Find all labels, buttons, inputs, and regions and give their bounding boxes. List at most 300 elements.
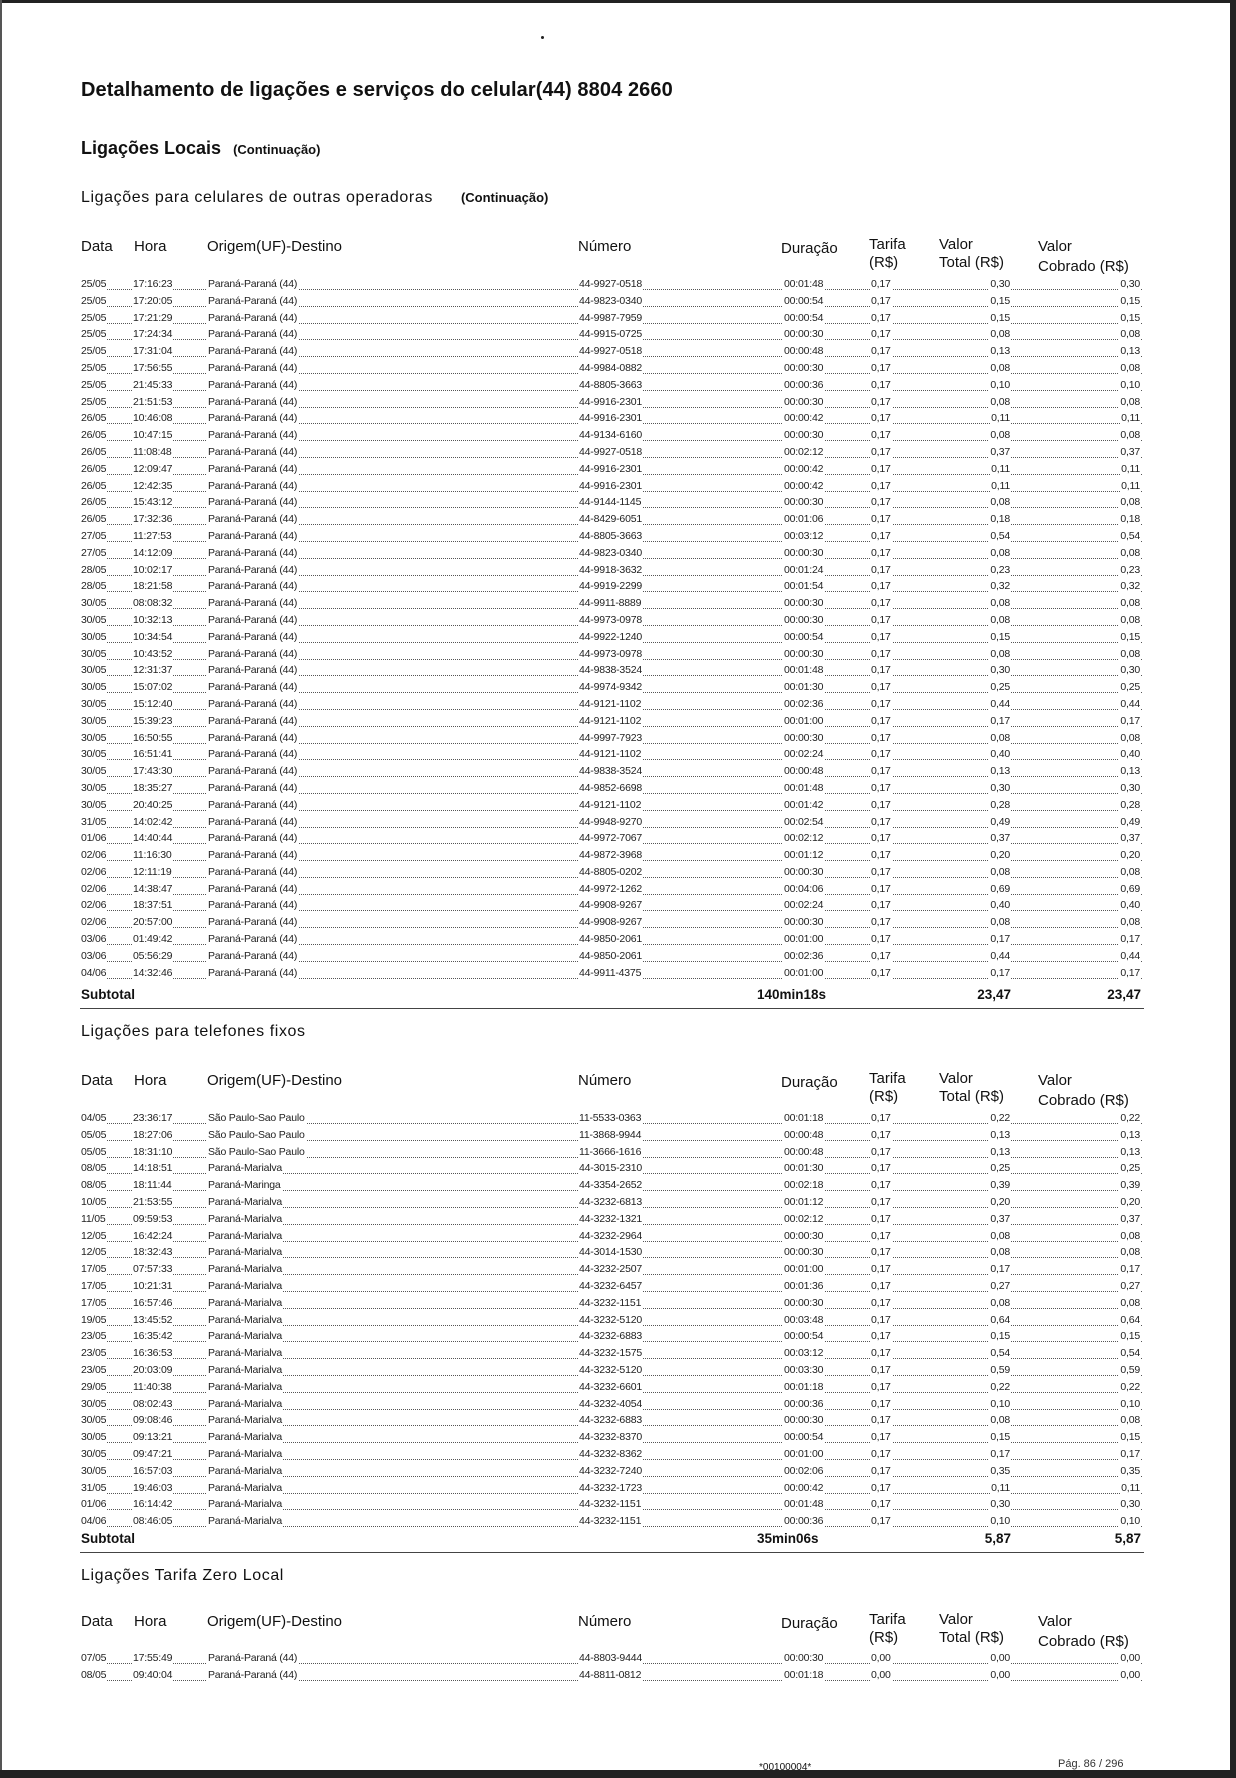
- col-header-tarifa: Tarifa: [869, 1070, 906, 1087]
- cell-numero: 44-3232-1151: [578, 1295, 642, 1312]
- cell-numero: 44-8805-3663: [578, 377, 643, 394]
- cell-valor-cobrado: 0,08: [1119, 1244, 1141, 1261]
- cell-numero: 44-3015-2310: [578, 1160, 643, 1177]
- cell-tarifa: 0,17: [870, 1379, 892, 1396]
- table-3-rows: [0, 1650, 1236, 1684]
- cell-tarifa: 0,17: [870, 1177, 892, 1194]
- cell-valor-total: 0,25: [989, 679, 1011, 696]
- cell-origem: Paraná-Marialva: [207, 1160, 283, 1177]
- table-row: [0, 1379, 1236, 1396]
- cell-valor-total: 0,15: [989, 1328, 1011, 1345]
- table-row: [0, 814, 1236, 831]
- cell-data: 28/05: [80, 562, 107, 579]
- cell-tarifa: 0,17: [870, 343, 892, 360]
- table-row: [0, 763, 1236, 780]
- cell-hora: 16:14:42: [132, 1496, 173, 1513]
- col-header-origem: Origem(UF)-Destino: [207, 238, 343, 255]
- cell-valor-cobrado: 0,08: [1119, 1412, 1141, 1429]
- cell-hora: 09:59:53: [132, 1211, 173, 1228]
- cell-numero: 44-9121-1102: [578, 696, 642, 713]
- cell-hora: 16:36:53: [132, 1345, 173, 1362]
- cell-numero: 44-9927-0518: [578, 276, 643, 293]
- cell-origem: Paraná-Paraná (44): [207, 293, 298, 310]
- cell-valor-cobrado: 0,15: [1119, 1328, 1141, 1345]
- cell-origem: Paraná-Marialva: [207, 1312, 283, 1329]
- cell-valor-total: 0,08: [989, 545, 1011, 562]
- cell-duracao: 00:00:36: [783, 1513, 824, 1530]
- cell-duracao: 00:01:12: [783, 1194, 824, 1211]
- cell-numero: 44-9919-2299: [578, 578, 643, 595]
- cell-tarifa: 0,00: [870, 1650, 892, 1667]
- cell-valor-cobrado: 0,30: [1119, 1496, 1141, 1513]
- cell-origem: Paraná-Marialva: [207, 1480, 283, 1497]
- cell-valor-total: 0,08: [989, 1412, 1011, 1429]
- cell-duracao: 00:02:24: [783, 897, 824, 914]
- cell-valor-total: 0,11: [990, 1480, 1011, 1497]
- cell-duracao: 00:01:48: [783, 780, 824, 797]
- cell-numero: 44-9908-9267: [578, 897, 643, 914]
- cell-duracao: 00:02:18: [783, 1177, 824, 1194]
- cell-tarifa: 0,17: [870, 662, 892, 679]
- table-row: [0, 1244, 1236, 1261]
- cell-data: 30/05: [80, 595, 107, 612]
- cell-duracao: 00:00:30: [783, 494, 824, 511]
- cell-duracao: 00:00:54: [783, 310, 824, 327]
- table-row: [0, 965, 1236, 982]
- cell-numero: 44-3232-7240: [578, 1463, 643, 1480]
- cell-valor-total: 0,30: [989, 662, 1011, 679]
- table-row: [0, 1480, 1236, 1497]
- table-row: [0, 1278, 1236, 1295]
- cell-numero: 44-9134-6160: [578, 427, 643, 444]
- table-row: [0, 326, 1236, 343]
- cell-duracao: 00:00:30: [783, 545, 824, 562]
- cell-duracao: 00:00:48: [783, 1144, 824, 1161]
- cell-valor-total: 0,11: [990, 461, 1011, 478]
- table-row: [0, 847, 1236, 864]
- cell-duracao: 00:00:36: [783, 1396, 824, 1413]
- cell-numero: 44-8803-9444: [578, 1650, 643, 1667]
- cell-origem: Paraná-Paraná (44): [207, 662, 298, 679]
- table-row: [0, 713, 1236, 730]
- table-row: [0, 1110, 1236, 1127]
- table-row: [0, 343, 1236, 360]
- cell-duracao: 00:01:00: [783, 1261, 824, 1278]
- cell-tarifa: 0,17: [870, 293, 892, 310]
- table-row: [0, 881, 1236, 898]
- table-row: [0, 1194, 1236, 1211]
- col-header-valor-total: Valor: [939, 1070, 973, 1087]
- cell-origem: Paraná-Paraná (44): [207, 629, 298, 646]
- table-1-title-text: Ligações para celulares de outras operadoras: [81, 189, 433, 206]
- col-header-hora: Hora: [134, 238, 167, 255]
- cell-numero: 44-9850-2061: [578, 948, 643, 965]
- table-row: [0, 1328, 1236, 1345]
- cell-duracao: 00:01:30: [783, 679, 824, 696]
- cell-origem: Paraná-Paraná (44): [207, 965, 298, 982]
- scan-border-top: [0, 0, 1236, 3]
- cell-valor-total: 0,27: [989, 1278, 1011, 1295]
- cell-valor-total: 0,13: [989, 763, 1011, 780]
- cell-duracao: 00:02:24: [783, 746, 824, 763]
- cell-origem: Paraná-Paraná (44): [207, 780, 298, 797]
- cell-duracao: 00:01:18: [783, 1110, 824, 1127]
- table-row: [0, 797, 1236, 814]
- table-row: [0, 646, 1236, 663]
- col-header-duracao: Duração: [781, 1074, 838, 1091]
- cell-hora: 20:40:25: [132, 797, 173, 814]
- cell-data: 28/05: [80, 578, 107, 595]
- cell-valor-cobrado: 0,08: [1119, 1295, 1141, 1312]
- table-row: [0, 1463, 1236, 1480]
- cell-numero: 44-9823-0340: [578, 545, 643, 562]
- cell-tarifa: 0,17: [870, 948, 892, 965]
- cell-numero: 44-8805-0202: [578, 864, 643, 881]
- cell-tarifa: 0,17: [870, 1160, 892, 1177]
- table-row: [0, 444, 1236, 461]
- cell-tarifa: 0,17: [870, 360, 892, 377]
- cell-numero: 44-3232-2507: [578, 1261, 643, 1278]
- table-row: [0, 545, 1236, 562]
- cell-hora: 10:34:54: [132, 629, 173, 646]
- cell-tarifa: 0,17: [870, 276, 892, 293]
- cell-numero: 44-9852-6698: [578, 780, 643, 797]
- cell-hora: 15:43:12: [132, 494, 173, 511]
- cell-data: 26/05: [80, 427, 107, 444]
- cell-numero: 44-3232-1151: [578, 1496, 642, 1513]
- table-row: [0, 1412, 1236, 1429]
- cell-origem: Paraná-Paraná (44): [207, 612, 298, 629]
- cell-data: 27/05: [80, 528, 107, 545]
- cell-valor-cobrado: 0,08: [1119, 914, 1141, 931]
- cell-hora: 16:35:42: [132, 1328, 173, 1345]
- subtotal-valor-cobrado: 23,47: [1107, 987, 1141, 1002]
- cell-valor-cobrado: 0,54: [1119, 528, 1141, 545]
- cell-valor-total: 0,13: [989, 1127, 1011, 1144]
- cell-numero: 44-3232-6883: [578, 1412, 643, 1429]
- cell-data: 17/05: [80, 1261, 107, 1278]
- cell-hora: 09:40:04: [132, 1667, 173, 1684]
- cell-valor-total: 0,08: [989, 612, 1011, 629]
- cell-origem: Paraná-Marialva: [207, 1429, 283, 1446]
- cell-valor-cobrado: 0,49: [1119, 814, 1141, 831]
- cell-hora: 17:55:49: [132, 1650, 173, 1667]
- cell-numero: 44-9823-0340: [578, 293, 643, 310]
- cell-origem: Paraná-Paraná (44): [207, 578, 298, 595]
- cell-valor-total: 0,00: [989, 1667, 1011, 1684]
- col-header-valor-total: Valor: [939, 1611, 973, 1628]
- table-row: [0, 1127, 1236, 1144]
- cell-valor-cobrado: 0,13: [1119, 763, 1141, 780]
- table-row: [0, 1228, 1236, 1245]
- cell-origem: Paraná-Paraná (44): [207, 814, 298, 831]
- cell-numero: 11-3868-9944: [578, 1127, 642, 1144]
- cell-data: 25/05: [80, 276, 107, 293]
- cell-hora: 08:46:05: [132, 1513, 173, 1530]
- col-header-origem: Origem(UF)-Destino: [207, 1613, 343, 1630]
- cell-origem: Paraná-Paraná (44): [207, 897, 298, 914]
- cell-valor-cobrado: 0,40: [1119, 746, 1141, 763]
- cell-duracao: 00:03:30: [783, 1362, 824, 1379]
- cell-valor-total: 0,08: [989, 730, 1011, 747]
- cell-data: 12/05: [80, 1228, 107, 1245]
- cell-duracao: 00:00:54: [783, 293, 824, 310]
- cell-numero: 44-9850-2061: [578, 931, 643, 948]
- cell-hora: 18:31:10: [132, 1144, 173, 1161]
- cell-origem: Paraná-Paraná (44): [207, 864, 298, 881]
- table-2-header: [0, 1070, 1236, 1114]
- cell-valor-total: 0,08: [989, 494, 1011, 511]
- cell-duracao: 00:00:30: [783, 730, 824, 747]
- cell-origem: Paraná-Maringa: [207, 1177, 282, 1194]
- col-header-tarifa-unit: (R$): [869, 1088, 899, 1105]
- cell-duracao: 00:00:36: [783, 377, 824, 394]
- table-row: [0, 1667, 1236, 1684]
- cell-origem: Paraná-Paraná (44): [207, 528, 298, 545]
- cell-data: 30/05: [80, 763, 107, 780]
- cell-hora: 14:18:51: [132, 1160, 173, 1177]
- cell-valor-total: 0,10: [989, 1396, 1011, 1413]
- cell-tarifa: 0,17: [870, 394, 892, 411]
- cell-duracao: 00:01:54: [783, 578, 824, 595]
- cell-valor-cobrado: 0,08: [1119, 494, 1141, 511]
- cell-duracao: 00:01:12: [783, 847, 824, 864]
- table-1-header: [0, 236, 1236, 280]
- cell-origem: Paraná-Paraná (44): [207, 494, 298, 511]
- cell-hora: 17:43:30: [132, 763, 173, 780]
- cell-valor-total: 0,54: [989, 1345, 1011, 1362]
- cell-valor-cobrado: 0,54: [1119, 1345, 1141, 1362]
- col-header-tarifa-unit: (R$): [869, 1629, 899, 1646]
- cell-data: 10/05: [80, 1194, 107, 1211]
- cell-valor-cobrado: 0,08: [1119, 360, 1141, 377]
- cell-origem: Paraná-Paraná (44): [207, 377, 298, 394]
- cell-duracao: 00:01:48: [783, 1496, 824, 1513]
- col-header-tarifa-unit: (R$): [869, 254, 899, 271]
- cell-data: 04/06: [80, 1513, 107, 1530]
- cell-valor-cobrado: 0,28: [1119, 797, 1141, 814]
- cell-valor-cobrado: 0,18: [1119, 511, 1141, 528]
- cell-duracao: 00:00:48: [783, 343, 824, 360]
- cell-tarifa: 0,17: [870, 881, 892, 898]
- cell-hora: 07:57:33: [132, 1261, 173, 1278]
- cell-valor-total: 0,30: [989, 780, 1011, 797]
- cell-hora: 09:13:21: [132, 1429, 173, 1446]
- cell-data: 05/05: [80, 1127, 107, 1144]
- cell-hora: 12:11:19: [132, 864, 173, 881]
- cell-data: 30/05: [80, 730, 107, 747]
- cell-tarifa: 0,17: [870, 965, 892, 982]
- cell-tarifa: 0,17: [870, 713, 892, 730]
- cell-duracao: 00:02:54: [783, 814, 824, 831]
- cell-origem: Paraná-Paraná (44): [207, 326, 298, 343]
- cell-data: 04/05: [80, 1110, 107, 1127]
- cell-valor-total: 0,10: [989, 377, 1011, 394]
- cell-valor-cobrado: 0,00: [1119, 1667, 1141, 1684]
- cell-duracao: 00:00:30: [783, 1650, 824, 1667]
- section-title: [81, 138, 320, 159]
- cell-hora: 20:57:00: [132, 914, 173, 931]
- cell-origem: Paraná-Marialva: [207, 1362, 283, 1379]
- cell-origem: Paraná-Paraná (44): [207, 595, 298, 612]
- cell-tarifa: 0,17: [870, 1228, 892, 1245]
- cell-data: 30/05: [80, 1396, 107, 1413]
- cell-numero: 11-3666-1616: [578, 1144, 642, 1161]
- cell-data: 05/05: [80, 1144, 107, 1161]
- table-row: [0, 1496, 1236, 1513]
- cell-tarifa: 0,17: [870, 427, 892, 444]
- cell-valor-cobrado: 0,25: [1119, 1160, 1141, 1177]
- cell-hora: 10:43:52: [132, 646, 173, 663]
- cell-hora: 18:21:58: [132, 578, 173, 595]
- col-header-valor-total-2: Total (R$): [939, 254, 1005, 271]
- cell-duracao: 00:00:54: [783, 1429, 824, 1446]
- cell-tarifa: 0,17: [870, 562, 892, 579]
- cell-valor-total: 0,40: [989, 897, 1011, 914]
- cell-duracao: 00:02:06: [783, 1463, 824, 1480]
- cell-tarifa: 0,17: [870, 1144, 892, 1161]
- cell-numero: 44-3354-2652: [578, 1177, 643, 1194]
- table-2-subtotal: [0, 1531, 1236, 1551]
- cell-data: 25/05: [80, 360, 107, 377]
- cell-data: 30/05: [80, 662, 107, 679]
- cell-data: 30/05: [80, 679, 107, 696]
- cell-tarifa: 0,17: [870, 1480, 892, 1497]
- cell-valor-cobrado: 0,15: [1119, 629, 1141, 646]
- cell-data: 30/05: [80, 1429, 107, 1446]
- cell-valor-total: 0,08: [989, 360, 1011, 377]
- cell-valor-total: 0,15: [989, 310, 1011, 327]
- col-header-numero: Número: [578, 238, 632, 255]
- cell-tarifa: 0,17: [870, 1194, 892, 1211]
- table-row: [0, 746, 1236, 763]
- cell-hora: 15:12:40: [132, 696, 173, 713]
- cell-origem: Paraná-Paraná (44): [207, 394, 298, 411]
- table-row: [0, 494, 1236, 511]
- cell-valor-cobrado: 0,37: [1119, 444, 1141, 461]
- cell-valor-total: 0,17: [989, 931, 1011, 948]
- cell-data: 07/05: [80, 1650, 107, 1667]
- table-row: [0, 1160, 1236, 1177]
- cell-numero: 44-3232-6883: [578, 1328, 643, 1345]
- cell-data: 12/05: [80, 1244, 107, 1261]
- cell-origem: Paraná-Paraná (44): [207, 914, 298, 931]
- cell-hora: 15:07:02: [132, 679, 173, 696]
- cell-hora: 01:49:42: [132, 931, 173, 948]
- col-header-valor-total-2: Total (R$): [939, 1629, 1005, 1646]
- cell-duracao: 00:00:30: [783, 914, 824, 931]
- cell-numero: 44-3232-1723: [578, 1480, 643, 1497]
- cell-numero: 44-9911-4375: [578, 965, 642, 982]
- cell-valor-cobrado: 0,59: [1119, 1362, 1141, 1379]
- cell-duracao: 00:01:18: [783, 1379, 824, 1396]
- cell-valor-cobrado: 0,11: [1120, 1480, 1141, 1497]
- subtotal-duracao: 140min18s: [757, 987, 827, 1002]
- cell-numero: 44-9838-3524: [578, 763, 643, 780]
- cell-hora: 17:21:29: [132, 310, 173, 327]
- cell-tarifa: 0,17: [870, 814, 892, 831]
- cell-duracao: 00:00:30: [783, 1228, 824, 1245]
- col-header-hora: Hora: [134, 1613, 167, 1630]
- cell-duracao: 00:00:42: [783, 1480, 824, 1497]
- cell-data: 30/05: [80, 1463, 107, 1480]
- cell-origem: São Paulo-Sao Paulo: [207, 1110, 306, 1127]
- cell-duracao: 00:01:30: [783, 1160, 824, 1177]
- cell-duracao: 00:00:30: [783, 394, 824, 411]
- col-header-valor-cobrado: Valor: [1038, 238, 1072, 255]
- cell-tarifa: 0,17: [870, 646, 892, 663]
- cell-valor-cobrado: 0,35: [1119, 1463, 1141, 1480]
- cell-numero: 44-9916-2301: [578, 394, 643, 411]
- table-row: [0, 377, 1236, 394]
- cell-valor-cobrado: 0,44: [1119, 696, 1141, 713]
- col-header-valor-cobrado: Valor: [1038, 1072, 1072, 1089]
- cell-duracao: 00:00:42: [783, 461, 824, 478]
- cell-hora: 12:31:37: [132, 662, 173, 679]
- cell-origem: Paraná-Marialva: [207, 1513, 283, 1530]
- table-1-subtotal-rule: [80, 1008, 1144, 1009]
- table-row: [0, 629, 1236, 646]
- cell-valor-cobrado: 0,13: [1119, 1144, 1141, 1161]
- cell-valor-total: 0,37: [989, 830, 1011, 847]
- footer-barcode-text: *00100004*: [759, 1762, 812, 1773]
- cell-valor-total: 0,18: [989, 511, 1011, 528]
- cell-origem: Paraná-Marialva: [207, 1396, 283, 1413]
- cell-valor-cobrado: 0,22: [1119, 1110, 1141, 1127]
- cell-hora: 14:02:42: [132, 814, 173, 831]
- cell-valor-cobrado: 0,08: [1119, 730, 1141, 747]
- cell-data: 25/05: [80, 394, 107, 411]
- col-header-numero: Número: [578, 1072, 632, 1089]
- cell-duracao: 00:00:30: [783, 360, 824, 377]
- cell-origem: São Paulo-Sao Paulo: [207, 1144, 306, 1161]
- cell-valor-total: 0,49: [989, 814, 1011, 831]
- cell-data: 30/05: [80, 1446, 107, 1463]
- col-header-duracao: Duração: [781, 1615, 838, 1632]
- cell-tarifa: 0,17: [870, 377, 892, 394]
- cell-origem: Paraná-Paraná (44): [207, 1667, 298, 1684]
- table-2-subtotal-rule: [80, 1552, 1144, 1553]
- col-header-valor-total: Valor: [939, 236, 973, 253]
- subtotal-valor-cobrado: 5,87: [1114, 1531, 1141, 1546]
- cell-origem: Paraná-Marialva: [207, 1261, 283, 1278]
- cell-data: 30/05: [80, 696, 107, 713]
- cell-valor-cobrado: 0,10: [1119, 1396, 1141, 1413]
- cell-origem: Paraná-Paraná (44): [207, 360, 298, 377]
- cell-valor-total: 0,15: [989, 293, 1011, 310]
- cell-tarifa: 0,17: [870, 1211, 892, 1228]
- cell-origem: Paraná-Marialva: [207, 1278, 283, 1295]
- cell-hora: 17:20:05: [132, 293, 173, 310]
- cell-tarifa: 0,17: [870, 595, 892, 612]
- cell-tarifa: 0,17: [870, 730, 892, 747]
- cell-hora: 18:27:06: [132, 1127, 173, 1144]
- cell-valor-total: 0,64: [989, 1312, 1011, 1329]
- cell-valor-total: 0,13: [989, 343, 1011, 360]
- cell-numero: 44-9927-0518: [578, 343, 643, 360]
- table-row: [0, 730, 1236, 747]
- table-row: [0, 461, 1236, 478]
- table-row: [0, 562, 1236, 579]
- cell-tarifa: 0,17: [870, 545, 892, 562]
- table-1-subtotal: [0, 987, 1236, 1007]
- cell-hora: 12:42:35: [132, 478, 173, 495]
- cell-tarifa: 0,17: [870, 746, 892, 763]
- cell-duracao: 00:01:36: [783, 1278, 824, 1295]
- cell-duracao: 00:00:54: [783, 1328, 824, 1345]
- cell-origem: Paraná-Paraná (44): [207, 830, 298, 847]
- cell-hora: 21:45:33: [132, 377, 173, 394]
